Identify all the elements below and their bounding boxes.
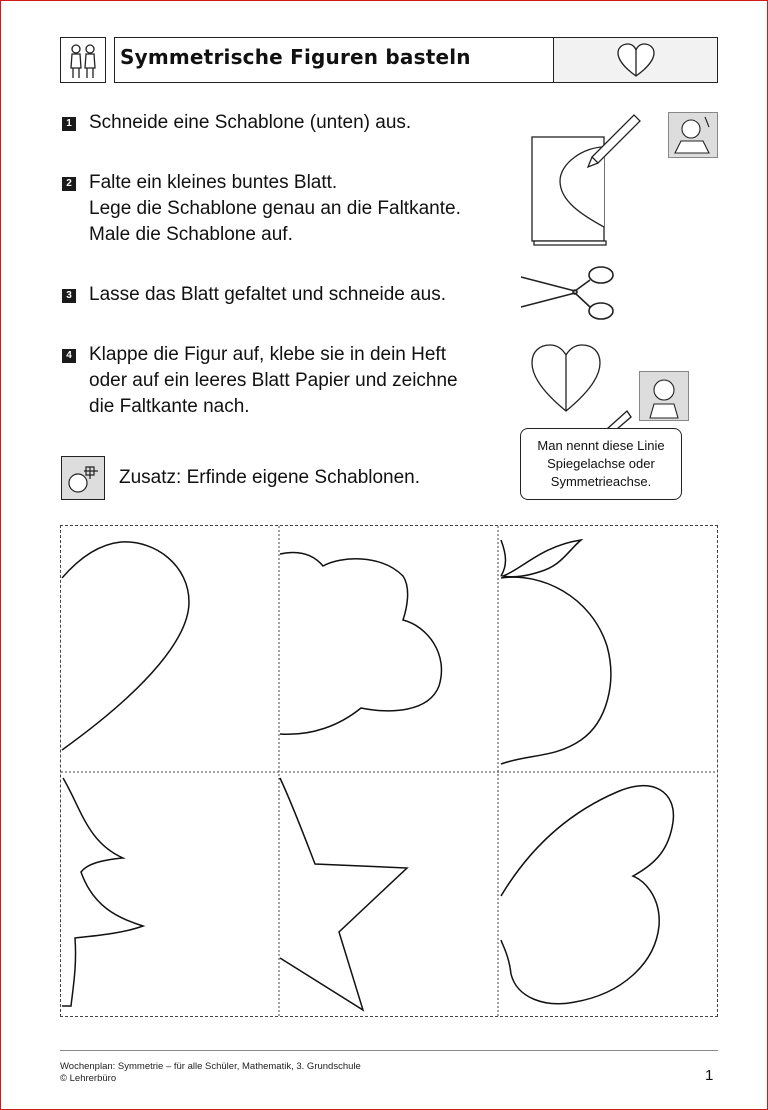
task-text: Schneide eine Schablone (unten) aus.	[89, 112, 412, 133]
children-icon	[60, 37, 106, 83]
hammer-child-icon	[61, 456, 105, 500]
task-text: Lasse das Blatt gefaltet und schneide aus.	[89, 284, 447, 305]
extra-task: Zusatz: Erfinde eigene Schablonen.	[119, 467, 421, 488]
template-grid	[60, 525, 718, 1017]
page-number: 1	[705, 1067, 714, 1084]
page-title: Symmetrische Figuren basteln	[120, 45, 471, 69]
task-text: Falte ein kleines buntes Blatt. Lege die Schablone genau an die Faltkante. Male die Schablone auf.	[89, 172, 461, 245]
heart-icon	[526, 341, 606, 413]
footer-divider	[60, 1050, 718, 1051]
half-tree-template	[62, 778, 143, 1006]
task-number: 2	[62, 177, 76, 191]
folded-paper-pencil-icon	[526, 109, 646, 249]
half-apple-template	[501, 577, 611, 764]
half-star-template	[280, 778, 407, 1010]
half-heart-template	[62, 542, 189, 750]
task-text: Klappe die Figur auf, klebe sie in dein Heft oder auf ein leeres Blatt Papier und zeichne die Faltkante nach.	[89, 344, 458, 417]
heart-icon	[612, 42, 660, 80]
child-drawing-icon	[668, 112, 718, 158]
task-number: 3	[62, 289, 76, 303]
child-pointing-icon	[639, 371, 689, 421]
half-cloud-template	[280, 553, 441, 735]
scissors-icon	[517, 263, 617, 325]
apple-leaf	[501, 540, 581, 577]
task-number: 1	[62, 117, 76, 131]
half-butterfly-template	[501, 786, 673, 1004]
task-number: 4	[62, 349, 76, 363]
speech-bubble: Man nennt diese Linie Spiegelachse oder Symmetrieachse.	[520, 428, 682, 500]
footer-text: Wochenplan: Symmetrie – für alle Schüler, Mathematik, 3. Grundschule © Lehrerbüro	[60, 1061, 361, 1084]
